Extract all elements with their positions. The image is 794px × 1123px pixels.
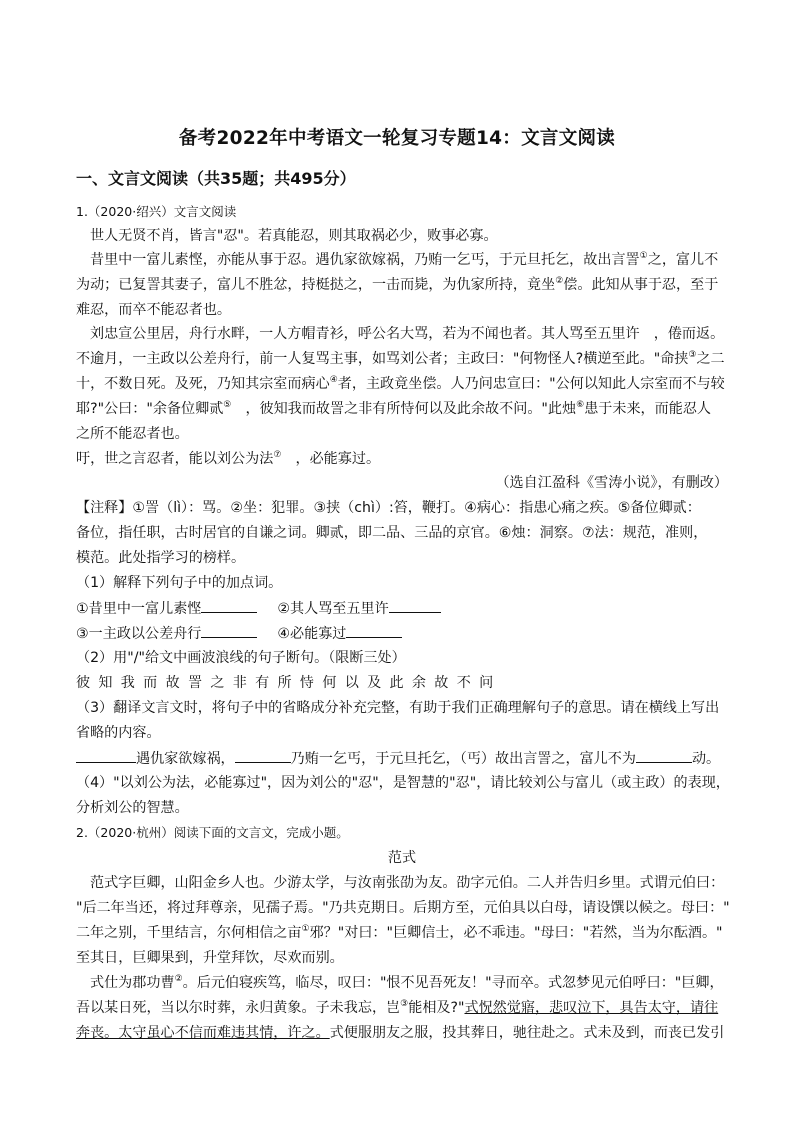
- sub-question-4: （4）"以刘公为法，必能寡过"，因为刘公的"忍"，是智慧的"忍"，请比较刘公与富儿（或主政）的表现，: [76, 775, 730, 791]
- footnote-marker: ⑦: [273, 450, 282, 460]
- passage-line: 吾以某日死，当以尔时葬，永归黄象。子未我忘，岂③能相及?"式怳然觉寤，悲叹泣下，具告太守，请往: [76, 999, 719, 1016]
- answer-blank[interactable]: [636, 749, 692, 763]
- passage-line: 二年之别，千里结言，尔何相信之亩①邪？"对曰："巨卿信士，必不乖违。"母曰："若然，当为尔酝酒。": [76, 924, 723, 941]
- answer-blank[interactable]: [389, 599, 441, 613]
- answer-blank[interactable]: [235, 749, 291, 763]
- passage-line: 不逾月，一主政以公差舟行，前一人复骂主事，如骂刘公者；主政曰："何物怪人?横逆至此。"命挟③之二: [76, 350, 725, 367]
- footnote-marker: ②: [174, 974, 183, 984]
- passage-line: 难忍，而卒不能忍者也。: [76, 302, 232, 318]
- passage-line: 奔丧。太守虽心不信而难违其情，许之。式便服朋友之服，投其葬日，驰往赴之。式未及到，而丧已发引: [76, 1025, 725, 1041]
- answer-blank[interactable]: [346, 624, 402, 638]
- footnote-marker: ⑥: [576, 400, 585, 410]
- question-2-heading: 2.（2020·杭州）阅读下面的文言文，完成小题。: [76, 825, 349, 840]
- annotation-line: 【注释】①詈（lì）：骂。②坐：犯罪。③挟（chì）:笞，鞭打。④病心：指患心痛之疾。⑤备位卿贰：: [76, 500, 701, 516]
- footnote-marker: ①: [301, 924, 310, 934]
- passage-title: 范式: [387, 850, 417, 866]
- section-heading: 一、文言文阅读（共35题；共495分）: [76, 169, 356, 188]
- footnote-marker: ③: [688, 350, 697, 360]
- sub-question-2: （2）用"/"给文中画波浪线的句子断句。（限断三处）: [76, 650, 406, 666]
- passage-line: 十，不数日死。及死，乃知其宗室而病心④者，主政竟坐偿。人乃问忠宣曰："公何以知此人宗室而不与较: [76, 375, 725, 392]
- sub-question-3-cont: 省略的内容。: [76, 725, 161, 741]
- passage-line: 式仕为郡功曹②。后元伯寝疾笃，临尽，叹曰："恨不见吾死友！"寻而卒。式忽梦见元伯呼曰："巨卿，: [90, 974, 724, 991]
- passage-paragraph-1: 世人无贤不肖，皆言"忍"。若真能忍，则其取祸必少，败事必寡。: [90, 228, 498, 244]
- footnote-marker: ③: [400, 999, 409, 1009]
- question-1-heading: 1.（2020·绍兴）文言文阅读: [76, 204, 237, 219]
- answer-blank[interactable]: [76, 749, 136, 763]
- annotation-line: 备位，指任职，古时居官的自谦之词。卿贰，即二品、三品的京官。⑥烛：洞察。⑦法：规范，准则，: [76, 525, 708, 541]
- underlined-sentence: 式怳然觉寤，悲叹泣下，具告太守，请往: [464, 1000, 719, 1016]
- footnote-marker: ④: [329, 375, 338, 385]
- passage-line: "后二年当还，将过拜尊亲，见孺子焉。"乃共克期日。后期方至，元伯具以白母，请设馔以候之。母曰：": [76, 900, 730, 916]
- answer-blank[interactable]: [201, 624, 257, 638]
- annotation-line: 模范。此处指学习的榜样。: [76, 550, 246, 566]
- passage-line: 范式字巨卿，山阳金乡人也。少游太学，与汝南张劭为友。劭字元伯。二人并告归乡里。式谓元伯曰：: [90, 875, 725, 891]
- fill-blank-row: 遇仇家欲嫁祸， 乃贿一乞丐，于元旦托乞，（丐）故出言詈之，富儿不为 动。: [76, 749, 728, 768]
- underlined-sentence: 奔丧。太守虽心不信而难违其情，许之。: [76, 1025, 330, 1041]
- passage-line: 吁，世之言忍者，能以刘公为法⑦ ，必能寡过。: [76, 450, 381, 467]
- page-title: 备考2022年中考语文一轮复习专题14：文言文阅读: [178, 128, 616, 149]
- answer-blank[interactable]: [201, 599, 257, 613]
- sub-question-4-cont: 分析刘公的智慧。: [76, 800, 189, 816]
- answer-row: ①昔里中一富儿素悭 ②其人骂至五里许: [76, 599, 728, 618]
- footnote-marker: ②: [555, 276, 564, 286]
- passage-line: 刘忠宣公里居，舟行水畔，一人方帽青衫，呼公名大骂，若为不闻也者。其人骂至五里许 ，倦而返。: [90, 326, 725, 342]
- sub-question-3: （3）翻译文言文时，将句子中的省略成分补充完整，有助于我们正确理解句子的意思。请在横线上写出: [76, 700, 720, 716]
- passage-line: 至其日，巨卿果到，升堂拜饮，尽欢而别。: [76, 950, 344, 966]
- passage-line: 之所不能忍者也。: [76, 426, 189, 442]
- source-citation: （选自江盈科《雪涛小说》，有删改）: [495, 475, 728, 491]
- passage-line: 昔里中一富儿素悭，亦能从事于忍。遇仇家欲嫁祸，乃贿一乞丐，于元旦托乞，故出言詈①之，富儿不: [90, 251, 719, 268]
- sentence-to-punctuate: 彼知我而故詈之非有所恃何以及此余故不问: [76, 675, 502, 691]
- footnote-marker: ①: [639, 251, 648, 261]
- footnote-marker: ⑤: [223, 400, 232, 410]
- sub-question-1: （1）解释下列句子中的加点词。: [76, 575, 283, 591]
- answer-row: ③一主政以公差舟行 ④必能寡过: [76, 624, 728, 643]
- passage-line: 为动；已复詈其妻子，富儿不胜忿，持梃挞之，一击而毙，为仇家所持，竟坐②偿。此知从事于忍，至于: [76, 276, 719, 293]
- passage-line: 耶?"公曰："余备位卿贰⑤ ，彼知我而故詈之非有所恃何以及此余故不问。"此烛⑥患于未来，而能忍人: [76, 400, 712, 417]
